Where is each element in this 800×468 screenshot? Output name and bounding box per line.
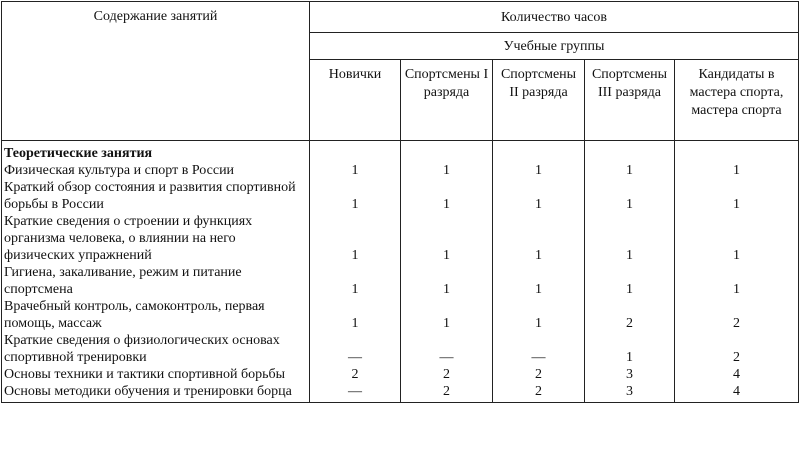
cell-value: 2 — [310, 366, 401, 383]
cell-value: 1 — [585, 213, 675, 264]
cell-value: 1 — [310, 141, 401, 180]
cell-value: 1 — [401, 179, 493, 213]
cell-value: 2 — [675, 332, 799, 366]
cell-value: 2 — [493, 366, 585, 383]
cell-value: 1 — [493, 141, 585, 180]
table-row — [2, 332, 799, 366]
table-row — [2, 366, 799, 383]
groups-header: Учебные группы — [310, 33, 799, 60]
cell-value: — — [401, 332, 493, 366]
cell-value: 1 — [310, 213, 401, 264]
table-row — [2, 213, 799, 264]
table-row — [2, 141, 799, 180]
cell-value: 2 — [585, 298, 675, 332]
cell-value: 1 — [675, 264, 799, 298]
cell-value: 1 — [493, 298, 585, 332]
group-header-rank-2: Спортсмены II разряда — [493, 60, 585, 141]
cell-value: 1 — [401, 213, 493, 264]
hours-header: Количество часов — [310, 2, 799, 33]
cell-value: 1 — [585, 264, 675, 298]
cell-value: 1 — [310, 298, 401, 332]
table-row — [2, 383, 799, 403]
cell-value: 1 — [675, 179, 799, 213]
cell-value: 1 — [493, 179, 585, 213]
cell-value: 1 — [585, 332, 675, 366]
cell-value: 1 — [310, 264, 401, 298]
row-topic: Краткие сведения о физиологических основах спортивной тренировки — [2, 332, 310, 366]
cell-value: — — [310, 332, 401, 366]
group-header-rank-1: Спортсмены I разряда — [401, 60, 493, 141]
row-topic: Основы техники и тактики спортивной борьбы — [2, 366, 310, 383]
row-topic: Врачебный контроль, самоконтроль, первая помощь, массаж — [2, 298, 310, 332]
cell-value: 4 — [675, 383, 799, 403]
cell-value: 1 — [310, 179, 401, 213]
table-row — [2, 298, 799, 332]
cell-value: 3 — [585, 366, 675, 383]
cell-value: 2 — [675, 298, 799, 332]
table-row — [2, 179, 799, 213]
cell-value: — — [310, 383, 401, 403]
cell-value: — — [493, 332, 585, 366]
row-topic: Краткий обзор состояния и развития спортивной борьбы в России — [2, 179, 310, 213]
cell-value: 1 — [675, 213, 799, 264]
row-topic: Основы методики обучения и тренировки борца — [2, 383, 310, 403]
cell-value: 3 — [585, 383, 675, 403]
cell-value: 1 — [493, 264, 585, 298]
cell-value: 4 — [675, 366, 799, 383]
group-header-novices: Новички — [310, 60, 401, 141]
training-hours-table — [1, 1, 799, 403]
cell-value: 2 — [493, 383, 585, 403]
cell-value: 1 — [493, 213, 585, 264]
cell-value: 2 — [401, 366, 493, 383]
content-column-header: Содержание занятий — [2, 2, 310, 141]
row-topic: Физическая культура и спорт в России — [4, 163, 235, 178]
cell-value: 1 — [585, 141, 675, 180]
cell-value: 1 — [401, 141, 493, 180]
cell-value: 1 — [401, 264, 493, 298]
group-header-rank-3: Спортсмены III разряда — [585, 60, 675, 141]
cell-value: 2 — [401, 383, 493, 403]
section-title: Теоретические занятия — [4, 146, 153, 161]
row-topic: Краткие сведения о строении и функциях организма человека, о влиянии на него физических упражнений — [2, 213, 310, 264]
table-row — [2, 264, 799, 298]
cell-value: 1 — [401, 298, 493, 332]
group-header-masters: Кандидаты в мастера спорта, мастера спорта — [675, 60, 799, 141]
row-topic: Гигиена, закаливание, режим и питание спортсмена — [2, 264, 310, 298]
cell-value: 1 — [675, 141, 799, 180]
cell-value: 1 — [585, 179, 675, 213]
